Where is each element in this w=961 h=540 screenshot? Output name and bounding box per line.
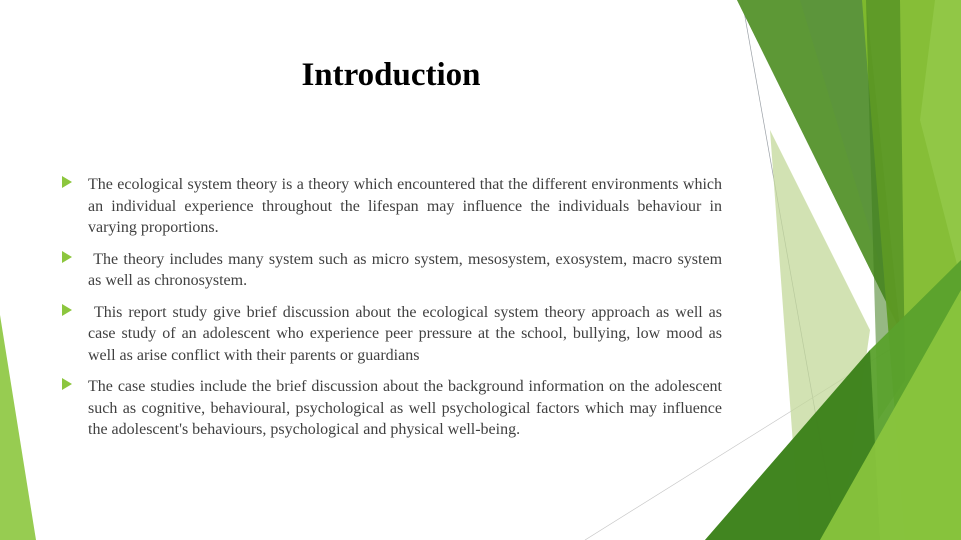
- triangle-arrow-icon: [62, 176, 72, 188]
- bullet-text: The ecological system theory is a theory which encountered that the different environments which an individual experience throughout the lifespan may influence the individuals behaviour in varying proportions.: [88, 176, 722, 236]
- bullet-text: The theory includes many system such as micro system, mesosystem, exosystem, macro system as well as chronosystem.: [88, 250, 727, 289]
- triangle-arrow-icon: [62, 251, 72, 263]
- triangle-arrow-icon: [62, 304, 72, 316]
- bullet-item: [60, 174, 722, 239]
- bullet-item: [60, 249, 727, 292]
- slide-title: Introduction: [301, 57, 481, 93]
- triangle-arrow-icon: [62, 378, 72, 390]
- left-edge-shape: [0, 315, 36, 540]
- bullet-item: [60, 376, 722, 441]
- bullet-list: [60, 174, 727, 451]
- bullet-item: [60, 302, 727, 367]
- bullet-text: The case studies include the brief discussion about the background information on the adolescent such as cognitive, behavioural, psychological as well psychological factors which may influence the adolescent's behaviours, psychological and physical well-being.: [88, 378, 722, 438]
- bullet-text: This report study give brief discussion about the ecological system theory approach as well as case study of an adolescent who experience peer pressure at the school, bullying, low mood as well as arise conflict with their parents or guardians: [88, 303, 727, 364]
